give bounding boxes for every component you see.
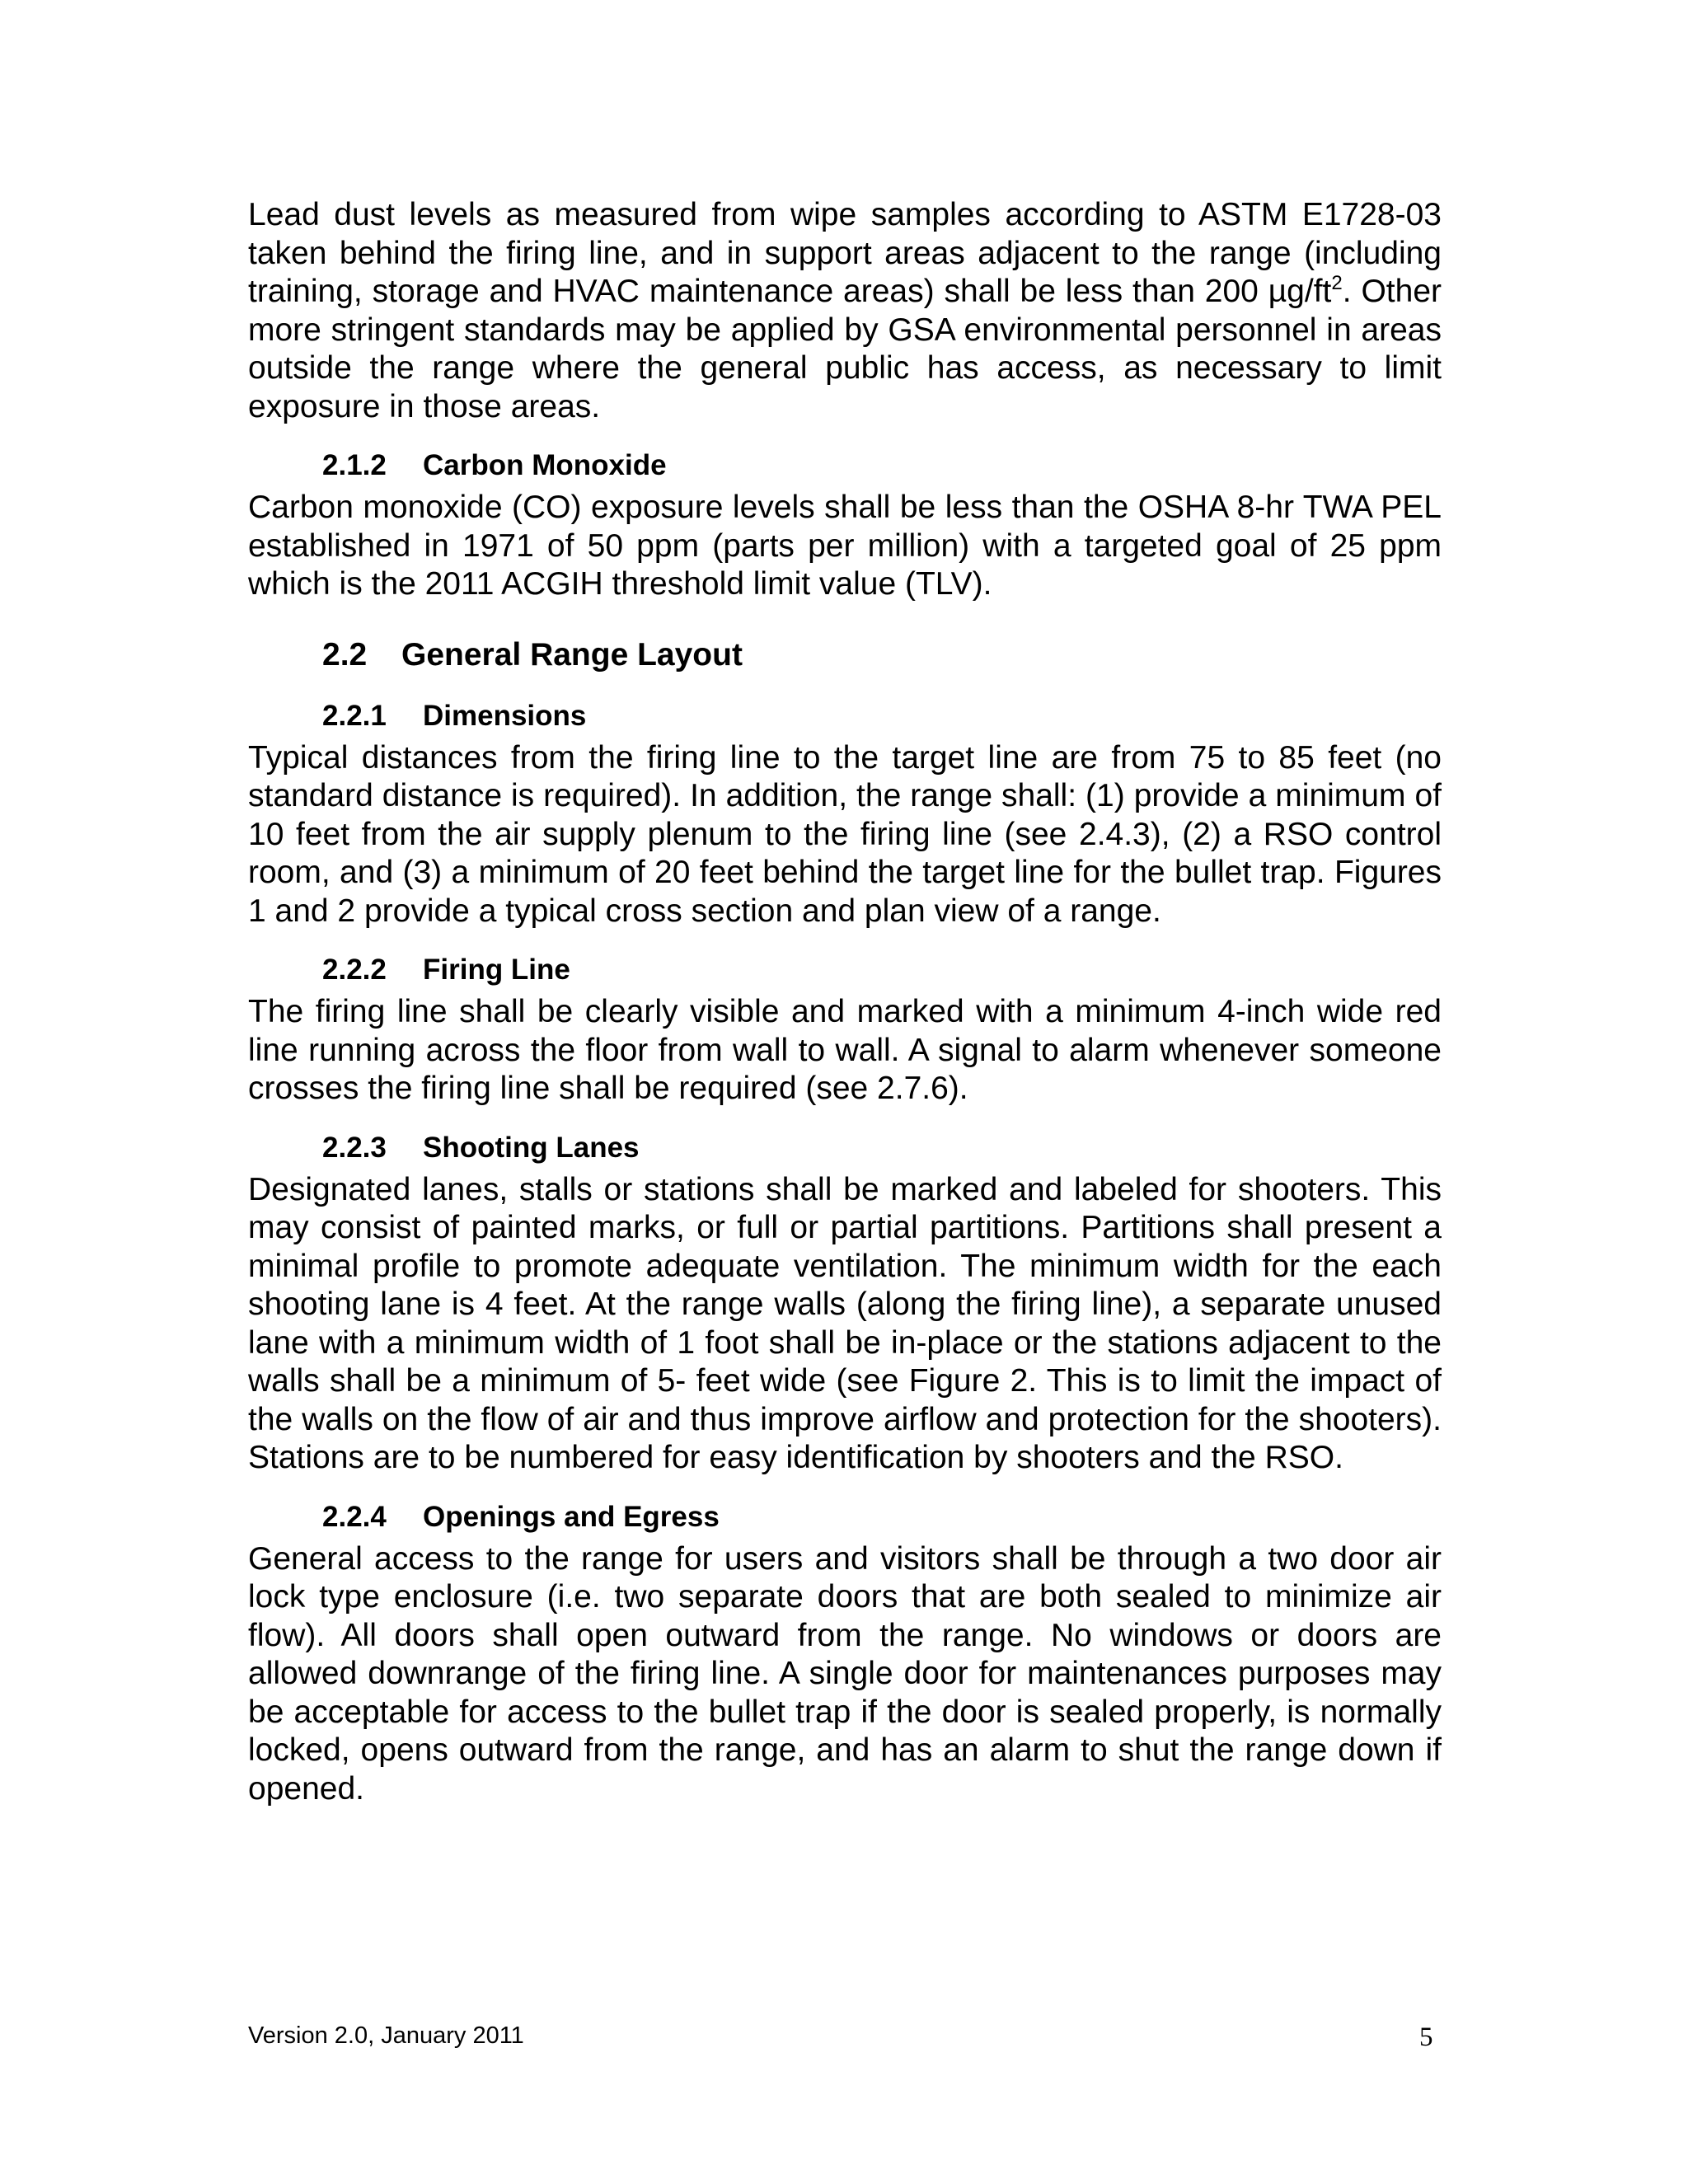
document-page <box>248 196 1442 1808</box>
section-number: 2.2.4 <box>322 1500 387 1533</box>
firing-line-paragraph: The firing line shall be clearly visible and marked with a minimum 4-inch wide red line running across the floor from wall to wall. A signal to alarm whenever someone crosses the firing line shall be required (see 2.7.6). <box>248 994 1442 1106</box>
dimensions-paragraph: Typical distances from the firing line to the target line are from 75 to 85 feet (no standard distance is required). In addition, the range shall: (1) provide a minimum of 10 feet from the air supply plenum to the firing line (see 2.4.3), (2) a RSO control room, and (3) a minimum of 20 feet behind the target line for the bullet trap. Figures 1 and 2 provide a typical cross section and plan view of a range. <box>248 739 1442 929</box>
heading-general-range-layout <box>248 637 1442 673</box>
section-title: Openings and Egress <box>423 1500 720 1533</box>
footer-page-number: 5 <box>1419 2022 1433 2052</box>
heading-dimensions <box>248 700 1442 733</box>
section-title: Dimensions <box>423 699 587 732</box>
intro-text: Lead dust levels as measured from wipe samples according to ASTM E1728-03 taken behind the firing line, and in support areas adjacent to the range (including training, storage and HVAC maintenance areas) shall be less than 200 µg/ft <box>248 197 1442 309</box>
section-number: 2.1.2 <box>322 449 387 481</box>
carbon-monoxide-paragraph: Carbon monoxide (CO) exposure levels shall be less than the OSHA 8-hr TWA PEL established in 1971 of 50 ppm (parts per million) with a targeted goal of 25 ppm which is the 2011 ACGIH threshold limit value (TLV). <box>248 490 1442 602</box>
shooting-lanes-paragraph: Designated lanes, stalls or stations shall be marked and labeled for shooters. This may consist of painted marks, or full or partial partitions. Partitions shall present a minimal profile to promote adequate ventilation. The minimum width for the each shooting lane is 4 feet. At the range walls (along the firing line), a separate unused lane with a minimum width of 1 foot shall be in-place or the stations adjacent to the walls shall be a minimum of 5- feet wide (see Figure 2. This is to limit the impact of the walls on the flow of air and thus improve airflow and protection for the shooters). Stations are to be numbered for easy identification by shooters and the RSO. <box>248 1171 1442 1475</box>
section-number: 2.2.2 <box>322 954 387 986</box>
superscript: 2 <box>1331 272 1343 294</box>
heading-openings-and-egress <box>248 1501 1442 1534</box>
openings-and-egress-paragraph: General access to the range for users and visitors shall be through a two door air lock type enclosure (i.e. two separate doors that are both sealed to minimize air flow). All doors shall open outward from the range. No windows or doors are allowed downrange of the firing line. A single door for maintenances purposes may be acceptable for access to the bullet trap if the door is sealed properly, is normally locked, opens outward from the range, and has an alarm to shut the range down if opened. <box>248 1540 1442 1807</box>
section-number: 2.2 <box>322 636 368 673</box>
section-number: 2.2.3 <box>322 1131 387 1164</box>
footer-version: Version 2.0, January 2011 <box>248 2022 524 2049</box>
intro-paragraph <box>248 196 1442 426</box>
section-title: Carbon Monoxide <box>423 449 667 481</box>
heading-firing-line <box>248 954 1442 987</box>
heading-carbon-monoxide <box>248 449 1442 482</box>
section-title: General Range Layout <box>401 636 743 673</box>
section-title: Shooting Lanes <box>423 1131 640 1164</box>
section-title: Firing Line <box>423 954 570 986</box>
heading-shooting-lanes <box>248 1132 1442 1165</box>
intro-text-continued: . Other more stringent standards may be applied by GSA environmental personnel in areas outside the range where the general public has access, as necessary to limit exposure in those areas. <box>248 274 1442 424</box>
section-number: 2.2.1 <box>322 699 387 732</box>
